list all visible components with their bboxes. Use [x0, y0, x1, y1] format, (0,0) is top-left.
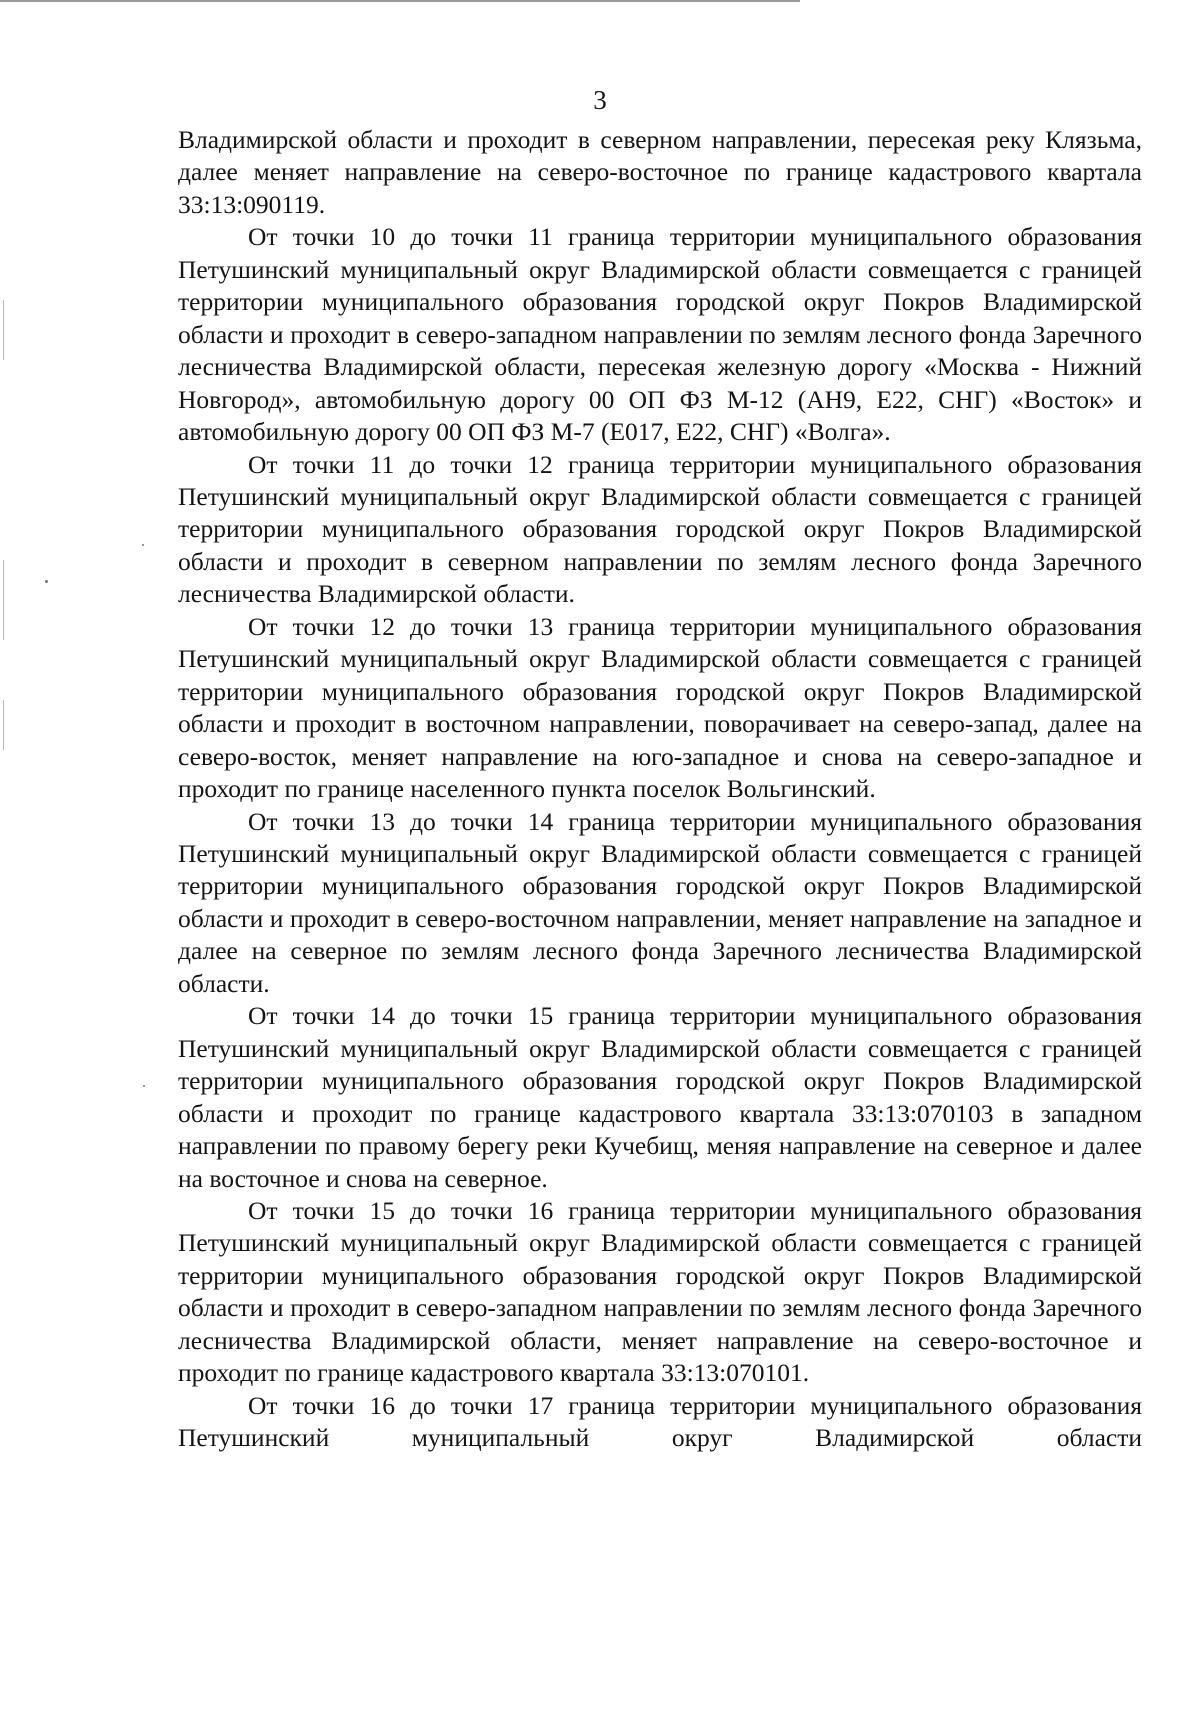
paragraph-point-11-12: От точки 11 до точки 12 граница территории муниципального образования Петушинский муниципальный округ Владимирской области совмещается с границей территории муниципального образования городской округ Покров Владимирской области и проходит в северном направлении по землям лесного фонда Заречного лесничества Владимирской области. [178, 449, 1142, 609]
paragraph-point-10-11: От точки 10 до точки 11 граница территории муниципального образования Петушинский муниципальный округ Владимирской области совмещается с границей территории муниципального образования городской округ Покров Владимирской области и проходит в северо-западном направлении по землям лесного фонда Заречного лесничества Владимирской области, пересекая железную дорогу «Москва - Нижний Новгород», автомобильную дорогу 00 ОП ФЗ М-12 (АН9, Е22, СНГ) «Восток» и автомобильную дорогу 00 ОП ФЗ М-7 (Е017, Е22, СНГ) «Волга». [178, 222, 1142, 447]
scan-speck [45, 580, 48, 583]
paragraph-point-12-13: От точки 12 до точки 13 граница территории муниципального образования Петушинский муниципальный округ Владимирской области совмещается с границей территории муниципального образования городской округ Покров Владимирской области и проходит в восточном направлении, поворачивает на северо-запад, далее на северо-восток, меняет направление на юго-западное и снова на северо-западное и проходит по границе населенного пункта поселок Вольгинский. [178, 611, 1142, 804]
scan-speck [143, 1085, 145, 1087]
paragraph-continuation: Владимирской области и проходит в северном направлении, пересекая реку Клязьма, далее меняет направление на северо-восточное по границе кадастрового квартала 33:13:090119. [178, 125, 1142, 219]
scan-speck [142, 544, 144, 546]
paragraph-point-16-17: От точки 16 до точки 17 граница территории муниципального образования Петушинский муниципальный округ Владимирской области [178, 1390, 1142, 1453]
document-body [178, 124, 1142, 1455]
paragraph-point-14-15: От точки 14 до точки 15 граница территории муниципального образования Петушинский муниципальный округ Владимирской области совмещается с границей территории муниципального образования городской округ Покров Владимирской области и проходит по границе кадастрового квартала 33:13:070103 в западном направлении по правому берегу реки Кучебищ, меняя направление на северное и далее на восточное и снова на северное. [178, 1001, 1142, 1193]
scan-margin-artifact [3, 300, 4, 360]
scan-margin-artifact [3, 700, 4, 750]
scan-margin-artifact [3, 560, 4, 640]
scan-top-edge-line [0, 0, 800, 2]
paragraph-point-15-16: От точки 15 до точки 16 граница территории муниципального образования Петушинский муниципальный округ Владимирской области совмещается с границей территории муниципального образования городской округ Покров Владимирской области и проходит в северо-западном направлении по землям лесного фонда Заречного лесничества Владимирской области, меняет направление на северо-восточное и проходит по границе кадастрового квартала 33:13:070101. [178, 1195, 1142, 1388]
page-number: 3 [593, 85, 607, 115]
paragraph-point-13-14: От точки 13 до точки 14 граница территории муниципального образования Петушинский муниципальный округ Владимирской области совмещается с границей территории муниципального образования городской округ Покров Владимирской области и проходит в северо-восточном направлении, меняет направление на западное и далее на северное по землям лесного фонда Заречного лесничества Владимирской области. [178, 806, 1142, 998]
